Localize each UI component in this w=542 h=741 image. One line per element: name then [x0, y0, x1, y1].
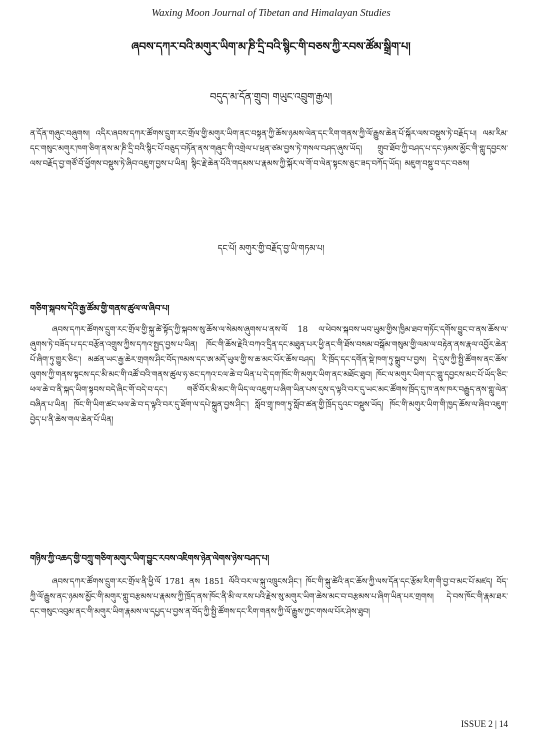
journal-title: Waxing Moon Journal of Tibetan and Himalayan Studies: [151, 8, 391, 19]
section-heading-2: གཉིས་ཀྱི་འཆད་གྱི་བཀྲུ་གཅིག་མགུར་ཡིག་བྱུང་རབས་འཇིགས་ཉེན་ལེགས་ཉེས་བཤད་པ།: [30, 554, 270, 564]
section-heading-1: གཅིག་སྐབས་དེའི་རྒྱ་ཚོམ་གྱི་གནས་ཚུལ་ལ་ཞིབ་པ།: [30, 304, 170, 314]
section-subtitle: དང་པོ། མགུར་གྱི་བརྗོད་བྱ་ཡི་གཏམ་པ།: [217, 244, 325, 254]
section-body-1: ཞབས་དཀར་ཚོགས་དྲུག་རང་གྲོལ་གྱི་སྐུ་ཚེ་སྟོད་ཀྱི་སྐབས་སུ་ཆོས་ལ་སེམས་ཞུགས་པ་ནས་ལོ 18 ལ་ཕེབས་སྐབས་ཡབ་ཡུམ་གྱིས་ཁྱིམ་ཐབ་གཏོང་དགོས་བྱུང་བ་ནས་ཆོས་ལ་ཞུགས་ཏེ་བཟོད་པ་དང་བརྩོན་འགྲུས་ཀྱིས་དཀའ་སྤྱད་བྱས་པ་ཡིན། ཁོང་གི་ཆོས་རྗེའི་བཀའ་དྲིན་དང་མཐུན་པར་ཕྱི་ནང་གི་ཐོས་བསམ་བསྒོམ་གསུམ་གྱི་ལམ་ལ་བརྟེན་ནས་རྣལ་འབྱོར་ཆེན་པོ་ཞིག་ཏུ་གྱུར་ཅིང་། མཚན་ཡང་རྒྱ་ཆེར་གྲགས་ཤིང་བོད་ཁམས་དང་ཨ་མདོ་ཡུལ་གྱི་ས་ཆ་མང་པོར་ཆོས་བཤད། རི་ཁྲོད་དང་དགོན་སྡེ་ཁག་ཏུ་སྒྲུབ་པ་བྱས། དེ་དུས་ཀྱི་སྤྱི་ཚོགས་ནང་ཆོས་ལུགས་ཀྱི་གནས་སྟངས་དང་མི་མང་གི་འཚོ་བའི་གནས་ཚུལ་ཧ་ཅང་དཀའ་ངལ་ཆེ་བ་ཡིན་པ་དེ་དག་ཁོང་གི་མགུར་ཡིག་ནང་མཐོང་ཐུབ། ཁོང་ལ་མགུར་ཡིག་དང་གླུ་དབྱངས་མང་པོ་ཡོད་ཅིང་ཕལ་ཆེ་བ་ནི་སྐད་ཡིག་སྟབས་བདེ་ཞིང་གོ་བདེ་བ་དང་། གཙོ་བོར་མི་མང་གི་ཡིད་ལ་འཇུག་པ་ཞིག་ཡིན་པས་དུས་ད་ལྟའི་བར་དུ་ཡང་མང་ཚོགས་ཁྲོད་དུ་ཁ་ནས་ཁར་བརྒྱུད་ནས་གླུ་ལེན་བཞིན་པ་ཡིན། ཁོང་གི་ཡིག་ཚང་ཕལ་ཆེ་བ་ད་ལྟའི་བར་དུ་ཐོག་ལ་དཔེ་སྐྲུན་བྱས་ཤིང་། སློབ་གྲྭ་ཁག་ཏུ་སློབ་ཚན་གྱི་ཁྲོད་དུའང་བསྡུས་ཡོད། ཁོང་གི་མགུར་ཡིག་གི་ཁྱད་ཆོས་ལ་ཞིབ་འཇུག་བྱེད་པ་ནི་ཆེས་གལ་ཆེན་པོ་ཡིན།: [30, 325, 508, 424]
author-line: བདུད་མ་དོན་གྲུབ། གཡུང་འབྲུག་རྒྱལ།: [209, 92, 333, 103]
article-title: ཞབས་དཀར་བའི་མགུར་ཡིག་མ་ཎི་དྲི་བའི་སྙིང་གི་བཅས་ཀྱི་རབས་ཚོམ་སྒྲིག་པ།: [131, 40, 411, 53]
section-body-2: ཞབས་དཀར་ཚོགས་དྲུག་རང་གྲོལ་ནི་ཕྱི་ལོ 1781 ནས 1851 ལོའི་བར་ལ་སྐུ་འཁྲུངས་ཤིང་། ཁོང་གི་སྐུ་ཚེའི་ནང་ཆོས་ཀྱི་ལས་དོན་དང་རྩོམ་རིག་གི་བྱ་བ་མང་པོ་མཛད། བོད་ཀྱི་ལོ་རྒྱུས་ནང་ཉམས་མྱོང་གི་མགུར་གླུ་བརྩམས་པ་རྣམས་ཀྱི་ཁྲོད་ནས་ཁོང་ནི་མི་ལ་རས་པའི་རྗེས་སུ་མགུར་ཡིག་ཆེས་མང་བ་བརྩམས་པ་ཞིག་ཡིན་པར་གྲགས། དེ་བས་ཁོང་གི་རྣམ་ཐར་དང་གསུང་འབུམ་ནང་གི་མགུར་ཡིག་རྣམས་ལ་དཔྱད་པ་བྱས་ན་བོད་ཀྱི་སྤྱི་ཚོགས་དང་རིག་གནས་ཀྱི་ལོ་རྒྱུས་ཀྱང་གསལ་པོར་ཤེས་ཐུབ།: [30, 577, 508, 616]
issue-page-number: ISSUE 2 | 14: [460, 719, 508, 729]
intro-paragraph: ན་དོན་གཞུང་བཞུགས། འདིར་ཞབས་དཀར་ཚོགས་དྲུག་རང་གྲོལ་གྱི་མགུར་ཡིག་ནང་བསྟན་ཀྱི་ཆོས་ཉམས་ལེན་དང་རིག་གནས་ཀྱི་ལོ་རྒྱུས་ཆེན་པོ་སྐོར་ལས་བསྡུས་ཏེ་བརྗོད་པ། ལམ་རིམ་དང་གསུང་མགུར་ཁག་ཅིག་ནས་མ་ཎི་དྲི་བའི་སྙིང་པོ་བཅུད་བཏོན་ནས་གཞུང་གི་འགྲེལ་པ་ཕྲན་ཙམ་བྱས་ཏེ་གསལ་བཤད་ཞུས་ཡོད། གྲུབ་ཐོབ་ཀྱི་བཤད་པ་དང་ཉམས་མྱོང་གི་གླུ་དབྱངས་ལས་བརྗོད་བྱ་གཙོ་བོ་ཕྱོགས་བསྡུས་ཏེ་ཞིབ་འཇུག་བྱས་པ་ཡིན། སྙིང་རྗེ་ཆེན་པོའི་གདམས་པ་རྣམས་ཀྱི་སྐོར་ལ་གོ་བ་ལེན་སྟངས་ཅུང་ཟད་བཀོད་ཡོད། མཇུག་བསྡུ་བ་དང་བཅས།: [30, 129, 508, 168]
